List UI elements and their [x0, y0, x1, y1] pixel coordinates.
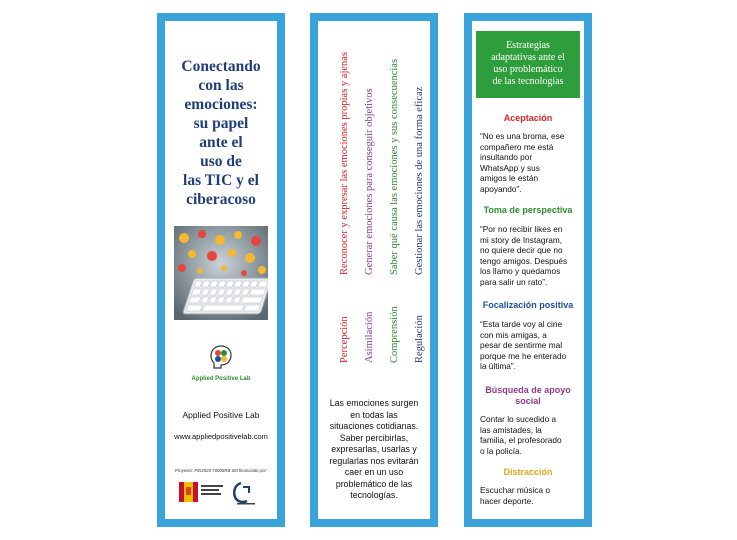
- branch-phase: Asimilación: [364, 311, 375, 363]
- branch-description: Saber qué causa las emociones y sus consecuencias: [389, 58, 400, 275]
- paragraph-line: Las emociones surgen: [329, 398, 419, 408]
- body-line: pesar de sentirme mal: [480, 340, 563, 350]
- body-line: insultando por: [480, 152, 533, 162]
- title-line: ciberacoso: [186, 191, 256, 208]
- bookmark-strategies-panel: [472, 21, 584, 519]
- body-line: WhatsApp y sus: [480, 162, 540, 173]
- body-line: hacer deporte.: [480, 495, 534, 506]
- paragraph-line: regularlas nos evitarán: [329, 455, 419, 466]
- branch-column-assimilation: [361, 33, 379, 363]
- branch-description: Generar emociones para conseguir objetivos: [364, 88, 375, 275]
- body-line: porque me he enterado: [480, 350, 567, 361]
- title-line: las TIC y el: [183, 172, 259, 189]
- bookmark-title: [165, 57, 277, 209]
- strategy-title-positive-focus: Focalización positiva: [482, 300, 574, 310]
- strategy-body-positive-focus: [480, 319, 580, 372]
- title-line: ante el: [199, 134, 243, 151]
- title-line: Búsqueda de apoyo: [485, 385, 571, 395]
- strategy-title-distraction: Distracción: [503, 467, 553, 477]
- spain-coat-of-arms-icon: [179, 482, 198, 502]
- emotions-paragraph: [324, 398, 424, 502]
- emotional-branches: [318, 21, 430, 366]
- branch-description: Reconocer y expresar las emociones propias y ajenas: [339, 51, 350, 275]
- paragraph-line: expresarlas, usarlas y: [331, 444, 417, 454]
- header-line: uso problemático: [493, 64, 563, 75]
- title-line: con las: [198, 77, 244, 94]
- strategies-header: [476, 31, 580, 98]
- project-funding-note: Proyecto: PID2020-70008RB-I00 financiado por:: [174, 468, 268, 473]
- branch-phase: Percepción: [339, 316, 350, 363]
- body-line: o la policía.: [480, 445, 522, 456]
- strategy-body-social-support: [480, 414, 580, 456]
- branch-phase: Comprensión: [389, 306, 400, 363]
- strategy-body-perspective: [480, 224, 580, 287]
- paragraph-line: caer en un uso: [344, 467, 404, 477]
- strategy-body-acceptance: [480, 131, 580, 194]
- strategy-title-acceptance: Aceptación: [503, 113, 553, 123]
- title-line: uso de: [200, 153, 242, 170]
- strategy-title-social-support: [472, 385, 584, 407]
- funder-logos: [177, 479, 265, 507]
- branch-column-regulation: [411, 33, 429, 363]
- website-link[interactable]: www.appliedpositivelab.com: [174, 432, 268, 441]
- branch-phase: Regulación: [414, 315, 425, 363]
- header-line: Estrategias: [506, 40, 550, 51]
- body-line: los llamo y quedamos: [480, 266, 561, 276]
- body-line: mi story de Instagram,: [480, 234, 563, 245]
- header-line: adaptativas ante el: [491, 52, 565, 63]
- logo-caption: Applied Positive Lab: [191, 376, 251, 382]
- title-line: Conectando: [181, 58, 261, 75]
- paragraph-line: tecnologías.: [350, 490, 398, 500]
- body-line: la última”.: [480, 361, 516, 371]
- body-line: apoyando”.: [480, 183, 522, 194]
- title-line: su papel: [193, 115, 249, 132]
- strategy-body-distraction: [480, 485, 580, 506]
- bookmark-strategies: [464, 13, 592, 527]
- paragraph-line: en todas las: [350, 409, 398, 420]
- bookmark-cover-panel: [165, 21, 277, 519]
- body-line: Escuchar música o: [480, 485, 551, 495]
- paragraph-line: situaciones cotidianas.: [329, 421, 419, 431]
- body-line: “No es una broma, ese: [480, 131, 565, 141]
- bookmark-emotional-intelligence: [310, 13, 438, 527]
- body-line: familia, el profesorado: [480, 435, 562, 445]
- paragraph-line: Saber percibirlas,: [339, 432, 409, 443]
- aei-logo-icon: [234, 483, 255, 505]
- body-line: para salir un rato”.: [480, 276, 548, 287]
- organization-name: Applied Positive Lab: [182, 410, 260, 420]
- header-line: de las tecnologías: [492, 76, 564, 87]
- body-line: no quiere decir que no: [480, 245, 563, 255]
- strategy-title-perspective: Toma de perspectiva: [483, 205, 573, 215]
- body-line: tengo amigos. Después: [480, 255, 568, 266]
- applied-positive-lab-logo: [209, 344, 233, 370]
- body-line: “Esta tarde voy al cine: [480, 319, 563, 329]
- body-line: con mis amigas, a: [480, 329, 547, 340]
- body-line: Contar lo sucedido a: [480, 414, 557, 424]
- body-line: amigos le están: [480, 173, 539, 183]
- branch-column-understanding: [386, 33, 404, 363]
- title-line: emociones:: [184, 96, 258, 113]
- branch-column-perception: [336, 33, 354, 363]
- body-line: compañero me está: [480, 141, 554, 152]
- body-line: “Por no recibir likes en: [480, 224, 563, 234]
- bookmark-cover: [157, 13, 285, 527]
- branch-description: Gestionar las emociones de una forma eficaz: [414, 86, 425, 275]
- keyboard-icon: [182, 278, 268, 314]
- body-line: las amistades, la: [480, 424, 542, 435]
- keyboard-emoji-illustration: [174, 226, 268, 320]
- paragraph-line: problemático de las: [335, 478, 413, 489]
- bookmark-branches-panel: [318, 21, 430, 519]
- ministerio-ciencia-text-block: [201, 485, 223, 495]
- title-line: social: [515, 396, 541, 406]
